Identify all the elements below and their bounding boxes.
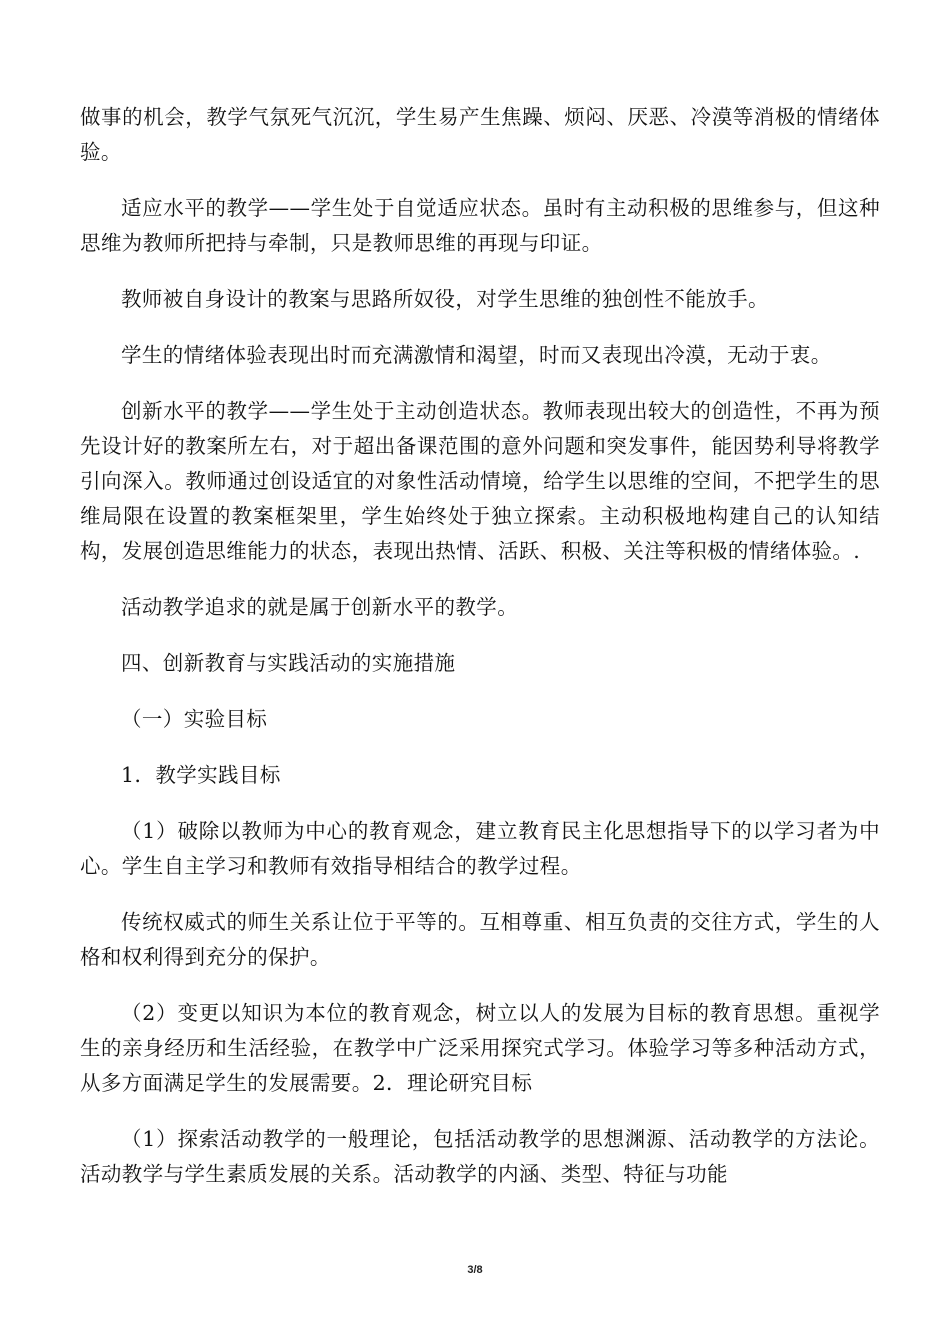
document-body: [80, 100, 880, 1213]
subsection-heading: （一）实验目标: [121, 707, 268, 731]
paragraph-13: （1）探索活动教学的一般理论，包括活动教学的思想渊源、活动教学的方法论。活动教学与学生素质发展的关系。活动教学的内涵、类型、特征与功能: [80, 1127, 880, 1186]
paragraph-11: 传统权威式的师生关系让位于平等的。互相尊重、相互负责的交往方式，学生的人格和权利得到充分的保护。: [80, 910, 880, 969]
paragraph-1: 做事的机会，教学气氛死气沉沉，学生易产生焦躁、烦闷、厌恶、冷漠等消极的情绪体验。: [80, 105, 880, 164]
item-heading: 1．教学实践目标: [121, 763, 281, 787]
paragraph-10: （1）破除以教师为中心的教育观念，建立教育民主化思想指导下的以学习者为中心。学生自主学习和教师有效指导相结合的教学过程。: [80, 819, 880, 878]
paragraph-6: 活动教学追求的就是属于创新水平的教学。: [121, 595, 519, 619]
paragraph-12: （2）变更以知识为本位的教育观念，树立以人的发展为目标的教育思想。重视学生的亲身经历和生活经验，在教学中广泛采用探究式学习。体验学习等多种活动方式，从多方面满足学生的发展需要。2．理论研究目标: [80, 1001, 880, 1095]
section-heading: 四、创新教育与实践活动的实施措施: [121, 651, 456, 675]
paragraph-3: 教师被自身设计的教案与思路所奴役，对学生思维的独创性不能放手。: [121, 287, 769, 311]
paragraph-4: 学生的情绪体验表现出时而充满激情和渴望，时而又表现出冷漠，无动于衷。: [121, 343, 832, 367]
paragraph-5: 创新水平的教学——学生处于主动创造状态。教师表现出较大的创造性，不再为预先设计好的教案所左右，对于超出备课范围的意外问题和突发事件，能因势利导将教学引向深入。教师通过创设适宜的对象性活动情境，给学生以思维的空间，不把学生的思维局限在设置的教案框架里，学生始终处于独立探索。主动积极地构建自己的认知结构，发展创造思维能力的状态，表现出热情、活跃、积极、关注等积极的情绪体验。.: [80, 399, 880, 563]
paragraph-2: 适应水平的教学——学生处于自觉适应状态。虽时有主动积极的思维参与，但这种思维为教师所把持与牵制，只是教师思维的再现与印证。: [80, 196, 880, 255]
page-number: 3/8: [467, 1264, 483, 1276]
